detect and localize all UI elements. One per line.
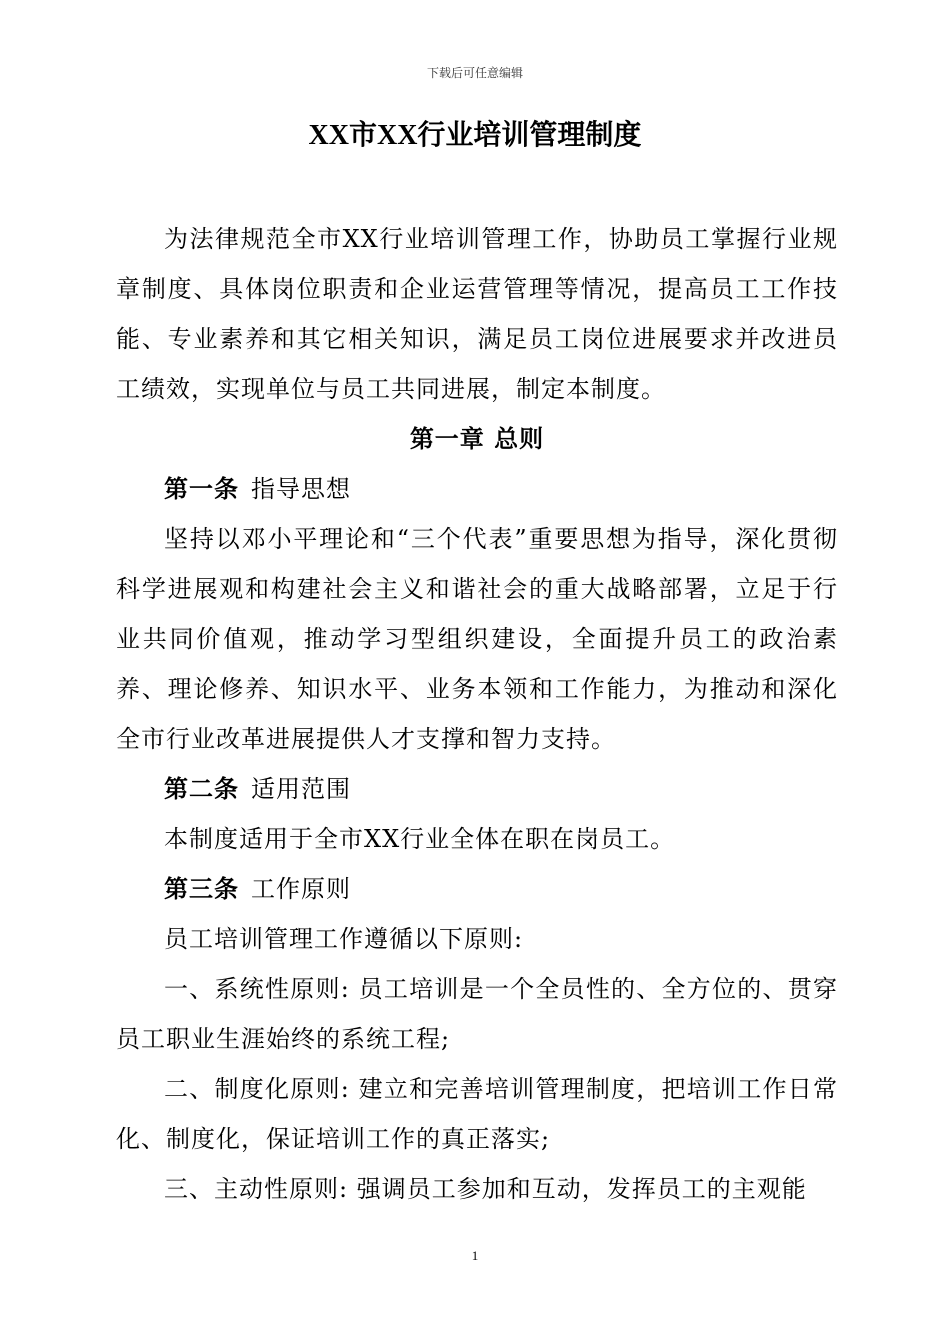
article-1-title: 指导思想 bbox=[251, 475, 351, 503]
article-1-body: 坚持以邓小平理论和“三个代表”重要思想为指导，深化贯彻科学进展观和构建社会主义和谐社会的重大战略部署，立足于行业共同价值观，推动学习型组织建设，全面提升员工的政治素养、理论修养、知识水平、业务本领和工作能力，为推动和深化全市行业改革进展提供人才支撑和智力支持。 bbox=[116, 525, 838, 753]
page-header-note: 下载后可任意编辑 bbox=[426, 66, 523, 80]
article-1-number: 第一条 bbox=[164, 474, 239, 503]
article-3-heading bbox=[116, 864, 838, 914]
article-1-heading bbox=[116, 464, 838, 514]
article-3-number: 第三条 bbox=[164, 874, 239, 903]
intro-paragraph: 为法律规范全市XX行业培训管理工作，协助员工掌握行业规章制度、具体岗位职责和企业运营管理等情况，提高员工工作技能、专业素养和其它相关知识，满足员工岗位进展要求并改进员工绩效，实现单位与员工共同进展，制定本制度。 bbox=[116, 225, 838, 403]
article-2-body: 本制度适用于全市XX行业全体在职在岗员工。 bbox=[164, 825, 676, 853]
chapter-heading: 第一章 总则 bbox=[409, 424, 545, 453]
article-2-title: 适用范围 bbox=[251, 775, 351, 803]
page-number: 1 bbox=[471, 1248, 479, 1263]
principle-item: 三、主动性原则: 强调员工参加和互动，发挥员工的主观能 bbox=[164, 1175, 807, 1203]
document-body bbox=[116, 214, 838, 1214]
article-3-title: 工作原则 bbox=[251, 875, 351, 903]
article-2-number: 第二条 bbox=[164, 774, 239, 803]
article-3-body: 员工培训管理工作遵循以下原则: bbox=[164, 925, 524, 953]
article-2-heading bbox=[116, 764, 838, 814]
document-title: XX市XX行业培训管理制度 bbox=[308, 120, 642, 151]
principle-item: 二、制度化原则: 建立和完善培训管理制度，把培训工作日常化、制度化，保证培训工作的真正落实; bbox=[116, 1075, 838, 1153]
principle-item: 一、系统性原则: 员工培训是一个全员性的、全方位的、贯穿员工职业生涯始终的系统工程; bbox=[116, 975, 838, 1053]
